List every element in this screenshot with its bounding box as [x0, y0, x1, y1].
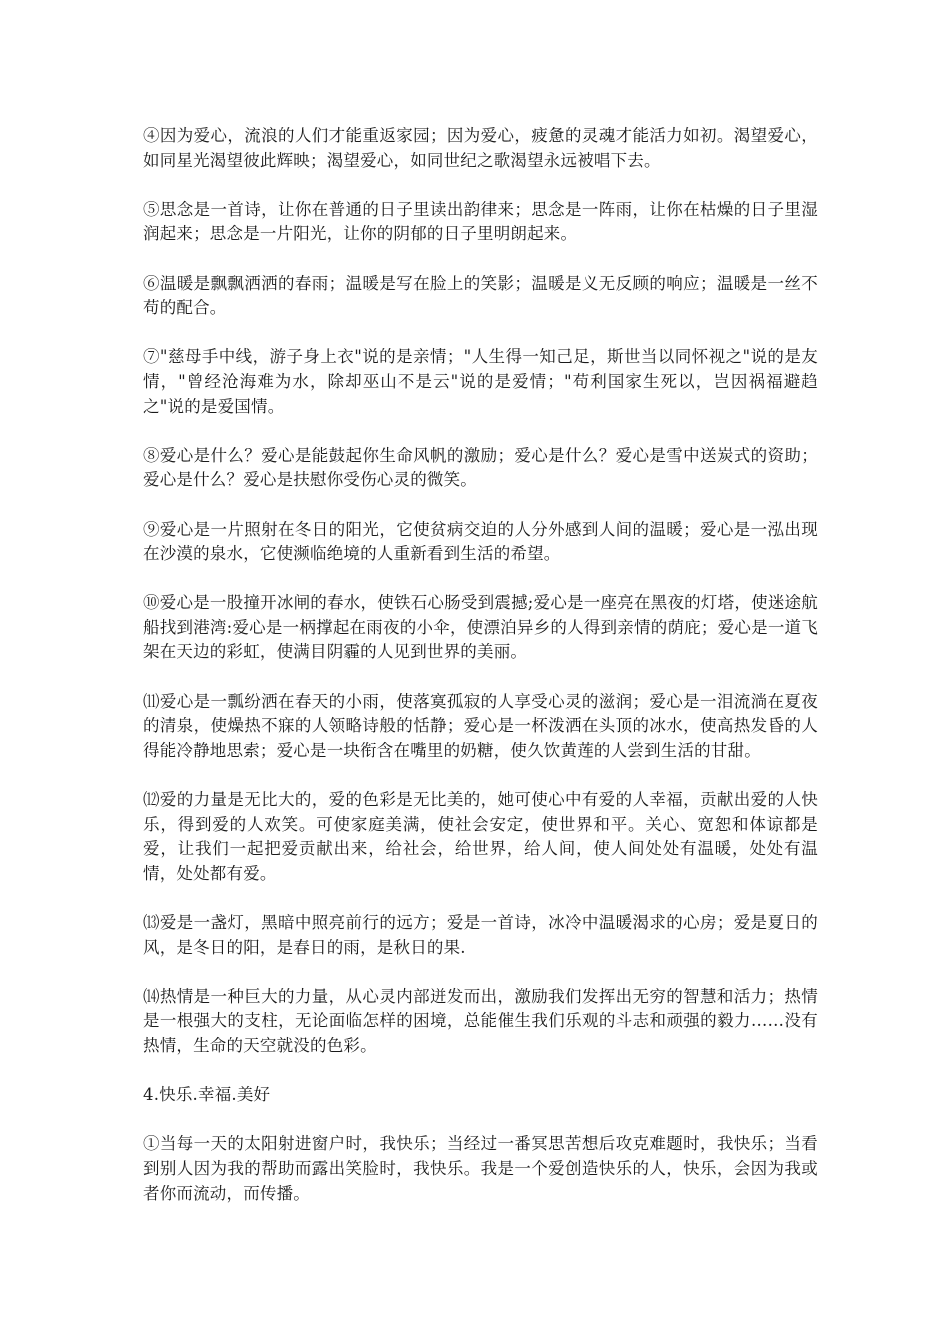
paragraph-14: ⒁热情是一种巨大的力量，从心灵内部迸发而出，激励我们发挥出无穷的智慧和活力；热情是一根强大的支柱，无论面临怎样的困境，总能催生我们乐观的斗志和顽强的毅力……没有热情，生命的天空就没的色彩。 — [143, 986, 818, 1055]
paragraph-8: ⑧爱心是什么？爱心是能鼓起你生命风帆的激励；爱心是什么？爱心是雪中送炭式的资助；爱心是什么？爱心是扶慰你受伤心灵的微笑。 — [143, 445, 818, 490]
paragraph-4: ④因为爱心，流浪的人们才能重返家园；因为爱心，疲惫的灵魂才能活力如初。渴望爱心，如同星光渴望彼此辉映；渴望爱心，如同世纪之歌渴望永远被唱下去。 — [143, 126, 818, 170]
paragraph-11: ⑾爱心是一瓢纷洒在春天的小雨，使落寞孤寂的人享受心灵的滋润；爱心是一泪流淌在夏夜的清泉，使燥热不寐的人领略诗般的恬静；爱心是一杯泼洒在头顶的冰水，使高热发昏的人得能冷静地思索；爱心是一块衔含在嘴里的奶糖，使久饮黄莲的人尝到生活的甘甜。 — [143, 691, 818, 760]
paragraph-6: ⑥温暖是飘飘洒洒的春雨；温暖是写在脸上的笑影；温暖是义无反顾的响应；温暖是一丝不苟的配合。 — [143, 273, 818, 318]
paragraph-13: ⒀爱是一盏灯，黑暗中照亮前行的远方；爱是一首诗，冰冷中温暖渴求的心房；爱是夏日的风，是冬日的阳，是春日的雨，是秋日的果. — [143, 913, 818, 957]
document-page — [143, 124, 818, 1231]
paragraph-10: ⑩爱心是一股撞开冰闸的春水，使铁石心肠受到震撼;爱心是一座亮在黑夜的灯塔，使迷途航船找到港湾:爱心是一柄撑起在雨夜的小伞，使漂泊异乡的人得到亲情的荫庇；爱心是一道飞架在天边的彩虹，使满目阴霾的人见到世界的美丽。 — [143, 593, 818, 662]
section-heading: 4.快乐.幸福.美好 — [143, 1085, 271, 1105]
paragraph-9: ⑨爱心是一片照射在冬日的阳光，它使贫病交迫的人分外感到人间的温暖；爱心是一泓出现在沙漠的泉水，它使濒临绝境的人重新看到生活的希望。 — [143, 519, 818, 564]
paragraph-5: ⑤思念是一首诗，让你在普通的日子里读出韵律来；思念是一阵雨，让你在枯燥的日子里湿润起来；思念是一片阳光，让你的阴郁的日子里明朗起来。 — [143, 199, 818, 244]
paragraph-7: ⑦"慈母手中线，游子身上衣"说的是亲情；"人生得一知己足，斯世当以同怀视之"说的是友情，"曾经沧海难为水，除却巫山不是云"说的是爱情；"苟利国家生死以，岂因祸福避趋之"说的是爱国情。 — [143, 347, 818, 416]
section-paragraph-1: ①当每一天的太阳射进窗户时，我快乐；当经过一番冥思苦想后攻克难题时，我快乐；当看到别人因为我的帮助而露出笑脸时，我快乐。我是一个爱创造快乐的人，快乐，会因为我或者你而流动，而传播。 — [143, 1134, 818, 1203]
paragraph-12: ⑿爱的力量是无比大的，爱的色彩是无比美的，她可使心中有爱的人幸福，贡献出爱的人快乐，得到爱的人欢笑。可使家庭美满，使社会安定，使世界和平。关心、宽恕和体谅都是爱，让我们一起把爱贡献出来，给社会，给世界，给人间，使人间处处有温暖，处处有温情，处处都有爱。 — [143, 790, 818, 883]
